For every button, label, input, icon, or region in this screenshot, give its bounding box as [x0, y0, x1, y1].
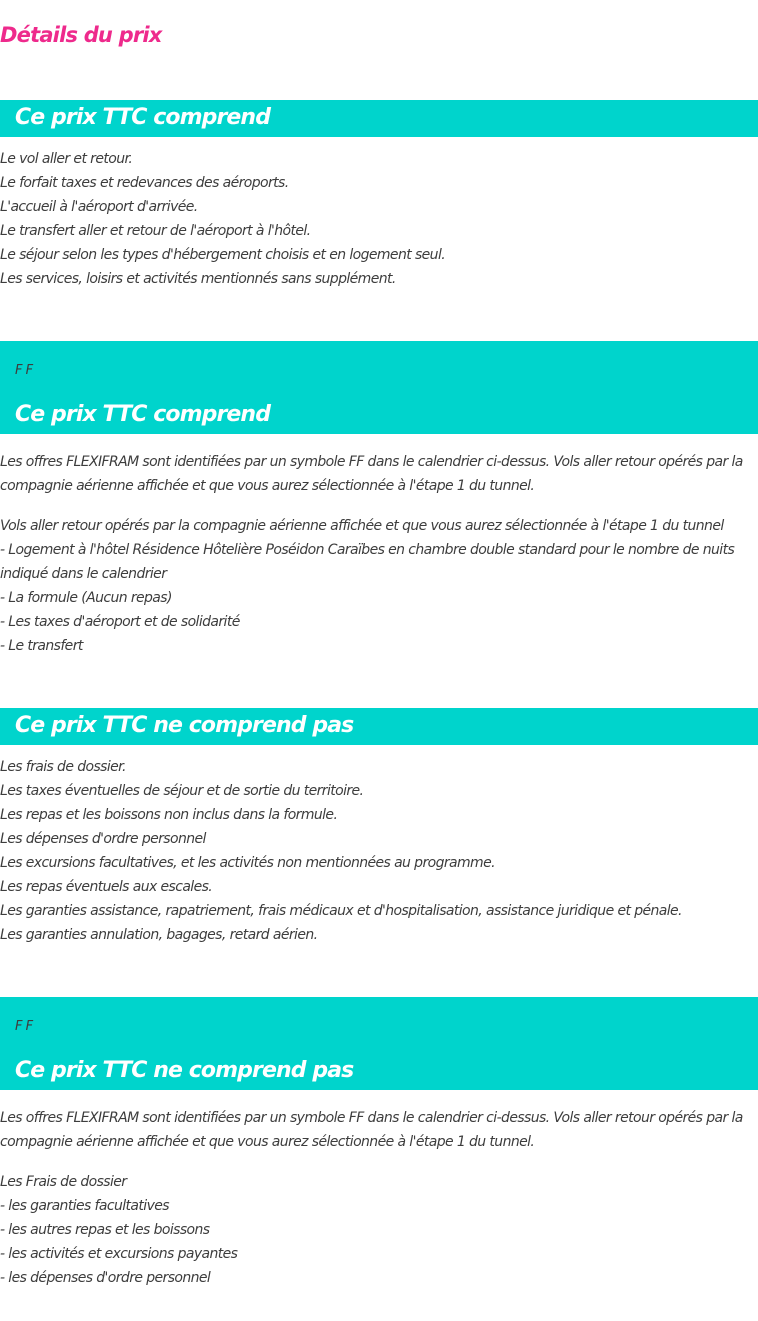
list-item: - La formule (Aucun repas) [0, 590, 172, 606]
included-list [0, 147, 445, 291]
list-item: Le séjour selon les types d'hébergement choisis et en logement seul. [0, 247, 446, 263]
flexifram-not-included-list [0, 1170, 237, 1290]
page-title: Détails du prix [0, 23, 162, 47]
section-heading: Ce prix TTC comprend [15, 402, 271, 427]
list-item: Les excursions facultatives, et les activités non mentionnées au programme. [0, 855, 495, 871]
list-item: Vols aller retour opérés par la compagnie aérienne affichée et que vous aurez sélectionnée à l'étape 1 du tunnel [0, 518, 724, 534]
section-header-included [0, 100, 758, 137]
list-item: - Logement à l'hôtel Résidence Hôtelière Poséidon Caraïbes en chambre double standard pour le nombre de nuits [0, 542, 735, 558]
section-header-flexifram-not-included [0, 997, 758, 1090]
list-item: - Les taxes d'aéroport et de solidarité [0, 614, 240, 630]
list-item: Les garanties annulation, bagages, retard aérien. [0, 927, 318, 943]
list-item: - les dépenses d'ordre personnel [0, 1270, 211, 1286]
text-line: compagnie aérienne affichée et que vous aurez sélectionnée à l'étape 1 du tunnel. [0, 478, 535, 494]
list-item: Les services, loisirs et activités mentionnés sans supplément. [0, 271, 396, 287]
list-item: Les dépenses d'ordre personnel [0, 831, 206, 847]
flexifram-tag: F F [15, 1019, 33, 1034]
list-item: - les activités et excursions payantes [0, 1246, 238, 1262]
section-heading: Ce prix TTC comprend [15, 105, 271, 130]
list-item: Le vol aller et retour. [0, 151, 133, 167]
list-item: - les autres repas et les boissons [0, 1222, 210, 1238]
list-item: indiqué dans le calendrier [0, 566, 167, 582]
list-item: Les Frais de dossier [0, 1174, 127, 1190]
list-item: - Le transfert [0, 638, 83, 654]
list-item: Les garanties assistance, rapatriement, frais médicaux et d'hospitalisation, assistance juridique et pénale. [0, 903, 682, 919]
not-included-list [0, 755, 682, 947]
flexifram-included-list [0, 514, 734, 658]
list-item: Les repas et les boissons non inclus dans la formule. [0, 807, 338, 823]
list-item: - les garanties facultatives [0, 1198, 169, 1214]
list-item: Les frais de dossier. [0, 759, 126, 775]
text-line: compagnie aérienne affichée et que vous aurez sélectionnée à l'étape 1 du tunnel. [0, 1134, 535, 1150]
flexifram-intro [0, 450, 758, 498]
list-item: Le transfert aller et retour de l'aéroport à l'hôtel. [0, 223, 311, 239]
section-heading: Ce prix TTC ne comprend pas [15, 1058, 354, 1083]
section-heading: Ce prix TTC ne comprend pas [15, 713, 354, 738]
list-item: Les taxes éventuelles de séjour et de sortie du territoire. [0, 783, 364, 799]
flexifram-tag: F F [15, 363, 33, 378]
list-item: Les repas éventuels aux escales. [0, 879, 213, 895]
list-item: Le forfait taxes et redevances des aéroports. [0, 175, 289, 191]
list-item: L'accueil à l'aéroport d'arrivée. [0, 199, 198, 215]
flexifram-intro [0, 1106, 758, 1154]
section-header-flexifram-included [0, 341, 758, 434]
text-line: Les offres FLEXIFRAM sont identifiées par un symbole FF dans le calendrier ci-dessus. Vols aller retour opérés par la [0, 1110, 743, 1126]
section-header-not-included [0, 708, 758, 745]
text-line: Les offres FLEXIFRAM sont identifiées par un symbole FF dans le calendrier ci-dessus. Vols aller retour opérés par la [0, 454, 743, 470]
